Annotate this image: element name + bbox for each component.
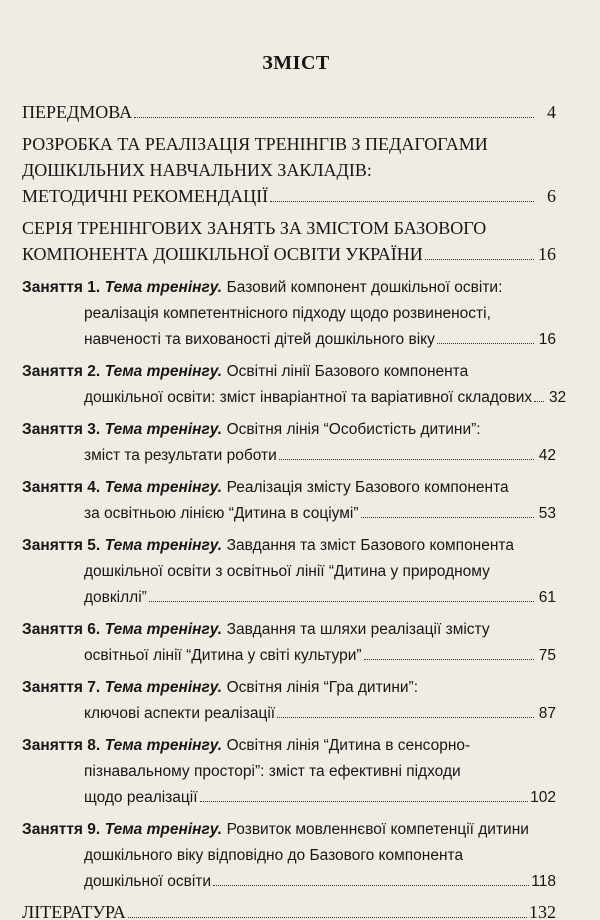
page-number: 4 xyxy=(547,102,556,122)
session-label: Заняття 8. xyxy=(22,737,101,754)
entry-text: Завдання та шляхи реалізації змісту xyxy=(226,621,490,638)
entry-text: МЕТОДИЧНІ РЕКОМЕНДАЦІЇ xyxy=(22,186,269,206)
page-number: 102 xyxy=(530,789,556,806)
entry-text: ЛІТЕРАТУРА xyxy=(22,902,126,920)
toc-line xyxy=(22,215,556,241)
toc-line xyxy=(22,673,556,701)
page-number: 16 xyxy=(538,331,556,348)
session-theme-label: Тема тренінгу. xyxy=(104,537,223,554)
entry-text: щодо реалізації xyxy=(84,789,198,806)
dot-leader xyxy=(134,117,534,118)
table-of-contents xyxy=(22,99,567,920)
dot-leader xyxy=(361,517,534,518)
page-number: 61 xyxy=(538,589,556,606)
entry-text: реалізація компетентнісного підходу щодо розвиненості, xyxy=(84,305,491,322)
session-label: Заняття 7. xyxy=(22,679,101,696)
dot-leader xyxy=(128,917,527,918)
dot-leader xyxy=(364,659,534,660)
entry-text: ПЕРЕДМОВА xyxy=(22,102,133,122)
toc-line xyxy=(22,99,556,125)
entry-text: дошкільної освіти з освітньої лінії “Дитина у природному xyxy=(84,563,490,580)
dot-leader xyxy=(213,885,529,886)
toc-line xyxy=(22,473,556,501)
toc-line xyxy=(22,759,556,785)
toc-line xyxy=(22,443,556,469)
toc-session-entry xyxy=(22,815,556,895)
entry-text: ключові аспекти реалізації xyxy=(84,705,276,722)
toc-line xyxy=(22,327,556,353)
toc-line xyxy=(22,183,556,209)
entry-text: СЕРІЯ ТРЕНІНГОВИХ ЗАНЯТЬ ЗА ЗМІСТОМ БАЗОВОГО xyxy=(22,218,487,238)
entry-text: ДОШКІЛЬНИХ НАВЧАЛЬНИХ ЗАКЛАДІВ: xyxy=(22,160,372,180)
entry-text: навченості та вихованості дітей дошкільного віку xyxy=(84,331,435,348)
toc-line xyxy=(22,701,556,727)
toc-line xyxy=(22,131,556,157)
session-label: Заняття 4. xyxy=(22,479,101,496)
page-number: 42 xyxy=(538,447,556,464)
toc-line xyxy=(22,869,556,895)
toc-session-entry xyxy=(22,273,556,353)
session-label: Заняття 5. xyxy=(22,537,101,554)
dot-leader xyxy=(200,801,529,802)
entry-text: КОМПОНЕНТА ДОШКІЛЬНОЇ ОСВІТИ УКРАЇНИ xyxy=(22,244,423,264)
page-number: 32 xyxy=(548,389,567,406)
entry-text: освітньої лінії “Дитина у світі культури” xyxy=(84,647,362,664)
entry-text: РОЗРОБКА ТА РЕАЛІЗАЦІЯ ТРЕНІНГІВ З ПЕДАГОГАМИ xyxy=(22,134,488,154)
toc-session-entry xyxy=(22,531,556,611)
toc-line xyxy=(22,415,556,443)
toc-session-entry xyxy=(22,673,556,727)
toc-line xyxy=(22,273,556,301)
dot-leader xyxy=(277,717,534,718)
dot-leader xyxy=(534,401,544,402)
entry-text: Освітня лінія “Гра дитини”: xyxy=(226,679,419,696)
toc-line xyxy=(22,357,556,385)
toc-line xyxy=(22,559,556,585)
entry-text: Освітня лінія “Особистість дитини”: xyxy=(226,421,481,438)
toc-line xyxy=(22,531,556,559)
entry-text: дошкільної освіти: зміст інваріантної та варіативної складових xyxy=(84,389,533,406)
dot-leader xyxy=(279,459,534,460)
entry-text: Освітні лінії Базового компонента xyxy=(226,363,469,380)
page-number: 53 xyxy=(538,505,556,522)
entry-text: Розвиток мовленнєвої компетенції дитини xyxy=(226,821,529,838)
toc-session-entry xyxy=(22,473,556,527)
toc-line xyxy=(22,241,556,267)
dot-leader xyxy=(425,259,534,260)
session-label: Заняття 9. xyxy=(22,821,101,838)
entry-text: Базовий компонент дошкільної освіти: xyxy=(226,279,503,296)
dot-leader xyxy=(149,601,534,602)
session-theme-label: Тема тренінгу. xyxy=(104,363,223,380)
page-number: 75 xyxy=(538,647,556,664)
entry-text: Освітня лінія “Дитина в сенсорно- xyxy=(226,737,471,754)
session-theme-label: Тема тренінгу. xyxy=(104,279,223,296)
session-theme-label: Тема тренінгу. xyxy=(104,679,223,696)
dot-leader xyxy=(437,343,534,344)
session-theme-label: Тема тренінгу. xyxy=(104,421,223,438)
toc-section-entry xyxy=(22,215,556,267)
page-number: 6 xyxy=(547,186,556,206)
page-number: 16 xyxy=(538,244,556,264)
toc-line xyxy=(22,385,567,411)
session-label: Заняття 3. xyxy=(22,421,101,438)
page-number: 87 xyxy=(538,705,556,722)
toc-line xyxy=(22,643,556,669)
toc-line xyxy=(22,615,556,643)
entry-text: дошкільної освіти xyxy=(84,873,212,890)
toc-line xyxy=(22,157,556,183)
entry-text: Завдання та зміст Базового компонента xyxy=(226,537,514,554)
entry-text: дошкільного віку відповідно до Базового компонента xyxy=(84,847,464,864)
toc-session-entry xyxy=(22,731,556,811)
toc-session-entry xyxy=(22,615,556,669)
toc-session-entry xyxy=(22,357,567,411)
entry-text: зміст та результати роботи xyxy=(84,447,277,464)
session-theme-label: Тема тренінгу. xyxy=(104,479,223,496)
toc-line xyxy=(22,785,556,811)
page-number: 118 xyxy=(531,873,556,890)
toc-section-entry xyxy=(22,899,556,920)
page-title: ЗМІСТ xyxy=(262,52,330,74)
session-theme-label: Тема тренінгу. xyxy=(104,821,223,838)
toc-session-entry xyxy=(22,415,556,469)
entry-text: за освітньою лінією “Дитина в соціумі” xyxy=(84,505,359,522)
toc-line xyxy=(22,843,556,869)
page-number: 132 xyxy=(529,902,556,920)
session-label: Заняття 2. xyxy=(22,363,101,380)
toc-line xyxy=(22,815,556,843)
session-theme-label: Тема тренінгу. xyxy=(104,621,223,638)
session-label: Заняття 6. xyxy=(22,621,101,638)
toc-section-entry xyxy=(22,99,556,125)
toc-line xyxy=(22,501,556,527)
toc-line xyxy=(22,731,556,759)
entry-text: довкіллі” xyxy=(84,589,147,606)
dot-leader xyxy=(270,201,534,202)
session-label: Заняття 1. xyxy=(22,279,101,296)
entry-text: Реалізація змісту Базового компонента xyxy=(226,479,509,496)
toc-section-entry xyxy=(22,131,556,209)
toc-line xyxy=(22,585,556,611)
entry-text: пізнавальному просторі”: зміст та ефективні підходи xyxy=(84,763,461,780)
toc-line xyxy=(22,301,556,327)
session-theme-label: Тема тренінгу. xyxy=(104,737,223,754)
toc-line xyxy=(22,899,556,920)
